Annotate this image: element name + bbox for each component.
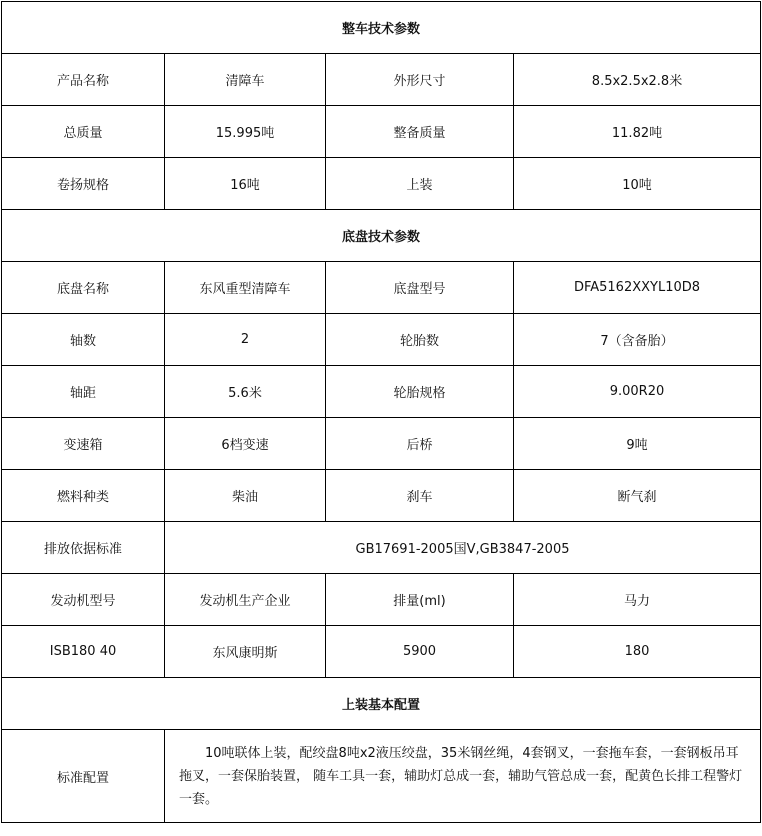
value-cell: 9吨 xyxy=(514,418,761,470)
emission-value: GB17691-2005国Ⅴ,GB3847-2005 xyxy=(165,522,761,574)
config-cell xyxy=(165,730,761,823)
label-cell: 刹车 xyxy=(326,470,514,522)
value-cell: 6档变速 xyxy=(165,418,326,470)
value-cell: 东风重型清障车 xyxy=(165,262,326,314)
label-cell: 外形尺寸 xyxy=(326,54,514,106)
value-cell: 16吨 xyxy=(165,158,326,210)
label-cell: 总质量 xyxy=(2,106,165,158)
label-cell: 卷扬规格 xyxy=(2,158,165,210)
label-cell: 产品名称 xyxy=(2,54,165,106)
value-cell: 10吨 xyxy=(514,158,761,210)
chassis-section-header xyxy=(2,210,761,262)
label-cell: 变速箱 xyxy=(2,418,165,470)
label-cell: 底盘名称 xyxy=(2,262,165,314)
value-cell: 5.6米 xyxy=(165,366,326,418)
engine-header-row xyxy=(2,574,761,626)
vehicle-section-title: 整车技术参数 xyxy=(2,2,761,54)
table-row xyxy=(2,262,761,314)
value-cell: 9.00R20 xyxy=(514,366,761,418)
engine-header-cell: 发动机型号 xyxy=(2,574,165,626)
table-row xyxy=(2,366,761,418)
value-cell: 柴油 xyxy=(165,470,326,522)
value-cell: 7（含备胎） xyxy=(514,314,761,366)
label-cell: 轮胎数 xyxy=(326,314,514,366)
value-cell: 15.995吨 xyxy=(165,106,326,158)
engine-value-cell: 5900 xyxy=(326,626,514,678)
label-cell: 上装 xyxy=(326,158,514,210)
engine-header-cell: 排量(ml) xyxy=(326,574,514,626)
value-cell: 11.82吨 xyxy=(514,106,761,158)
table-row xyxy=(2,106,761,158)
label-cell: 轮胎规格 xyxy=(326,366,514,418)
engine-value-cell: ISB180 40 xyxy=(2,626,165,678)
table-row xyxy=(2,158,761,210)
label-cell: 轴距 xyxy=(2,366,165,418)
vehicle-section-header xyxy=(2,2,761,54)
label-cell: 整备质量 xyxy=(326,106,514,158)
engine-header-cell: 马力 xyxy=(514,574,761,626)
engine-value-cell: 180 xyxy=(514,626,761,678)
label-cell: 后桥 xyxy=(326,418,514,470)
label-cell: 底盘型号 xyxy=(326,262,514,314)
value-cell: 清障车 xyxy=(165,54,326,106)
config-label: 标准配置 xyxy=(2,730,165,823)
table-row xyxy=(2,470,761,522)
spec-table xyxy=(1,1,761,823)
table-row xyxy=(2,54,761,106)
value-cell: DFA5162XXYL10D8 xyxy=(514,262,761,314)
upper-section-header xyxy=(2,678,761,730)
config-text: 10吨联体上装，配绞盘8吨x2液压绞盘，35米钢丝绳，4套钢叉，一套拖车套，一套钢板吊耳拖叉，一套保胎装置， 随车工具一套，辅助灯总成一套，辅助气管总成一套，配黄色长排工程警灯一套。 xyxy=(179,745,743,807)
value-cell: 2 xyxy=(165,314,326,366)
label-cell: 轴数 xyxy=(2,314,165,366)
emission-label: 排放依据标准 xyxy=(2,522,165,574)
upper-section-title: 上装基本配置 xyxy=(2,678,761,730)
label-cell: 燃料种类 xyxy=(2,470,165,522)
table-row xyxy=(2,418,761,470)
value-cell: 断气刹 xyxy=(514,470,761,522)
engine-value-row xyxy=(2,626,761,678)
engine-header-cell: 发动机生产企业 xyxy=(165,574,326,626)
value-cell: 8.5x2.5x2.8米 xyxy=(514,54,761,106)
table-row xyxy=(2,314,761,366)
emission-row xyxy=(2,522,761,574)
chassis-section-title: 底盘技术参数 xyxy=(2,210,761,262)
config-row xyxy=(2,730,761,823)
engine-value-cell: 东风康明斯 xyxy=(165,626,326,678)
